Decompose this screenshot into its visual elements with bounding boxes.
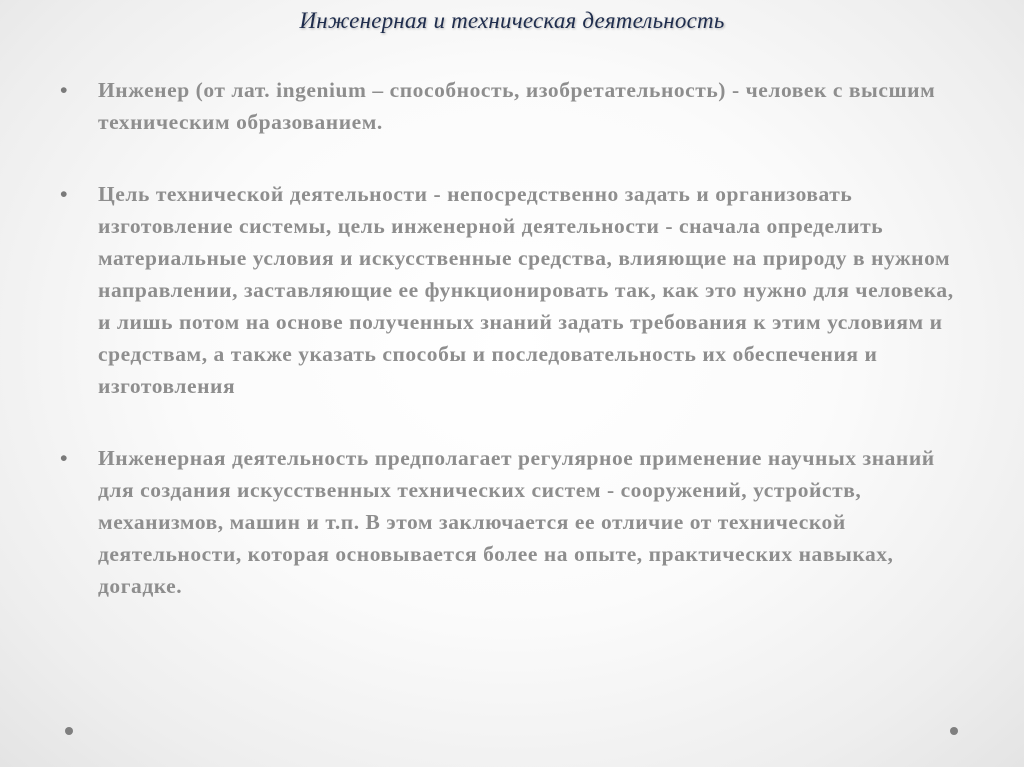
bullet-text: Инженерная деятельность предполагает регулярное применение научных знаний для создания искусственных технических систем - сооружений, устройств, механизмов, машин и т.п. В этом заключается ее отличие от технической деятельности, которая основывается более на опыте, практических навыках, догадке. <box>98 446 935 598</box>
corner-dot-right-icon <box>950 727 958 735</box>
bullet-item-engineer <box>60 74 960 138</box>
bullet-text: Инженер (от лат. ingenium – способность, изобретательность) - человек с высшим техническим образованием. <box>98 78 936 134</box>
bullet-text: Цель технической деятельности - непосредственно задать и организовать изготовление системы, цель инженерной деятельности - сначала определить материальные условия и искусственные средства, влияющие на природу в нужном направлении, заставляющие ее функционировать так, как это нужно для человека, и лишь потом на основе полученных знаний задать требования к этим условиям и средствам, а также указать способы и последовательность их обеспечения и изготовления <box>98 182 954 398</box>
corner-dot-left-icon <box>65 727 73 735</box>
bullet-dot-icon: • <box>60 78 69 102</box>
bullet-item-engineering-activity <box>60 442 960 602</box>
bullet-dot-icon: • <box>60 446 69 470</box>
bullet-item-technical-goal <box>60 178 960 402</box>
bullet-list <box>60 74 960 602</box>
bullet-dot-icon: • <box>60 182 69 206</box>
slide-title: Инженерная и техническая деятельность <box>299 8 725 33</box>
